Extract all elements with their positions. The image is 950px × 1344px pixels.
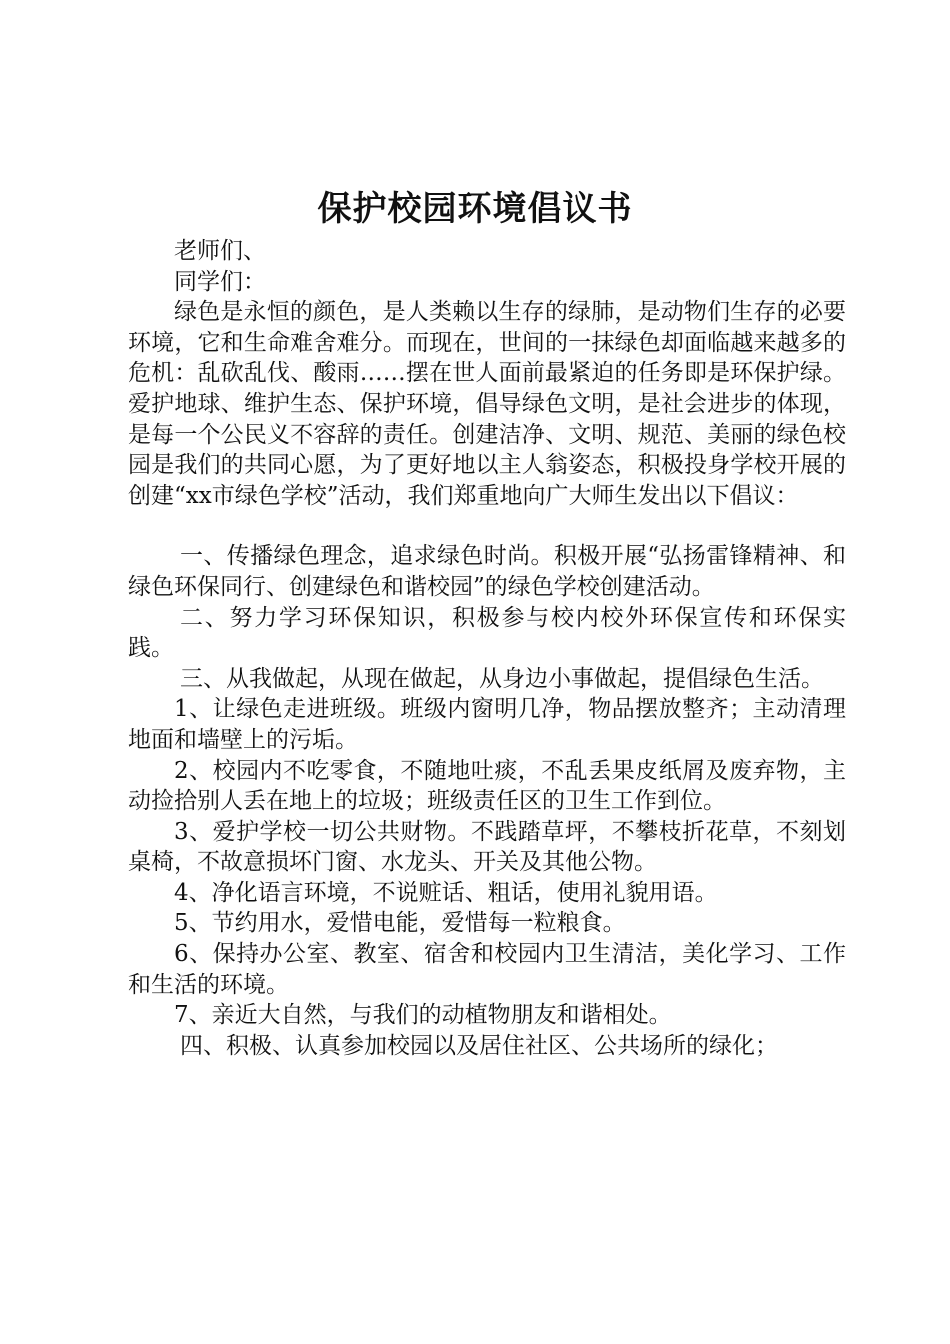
document-body: [128, 236, 846, 1061]
sub-item-3: 3、爱护学校一切公共财物。不践踏草坪，不攀枝折花草，不刻划桌椅，不故意损坏门窗、水龙头、开关及其他公物。: [128, 818, 846, 876]
sub-item-7: 7、亲近大自然，与我们的动植物朋友和谐相处。: [174, 1002, 672, 1029]
sub-item-5: 5、节约用水，爱惜电能，爱惜每一粒粮食。: [174, 910, 626, 937]
proposal-item-2: 二、努力学习环保知识，积极参与校内校外环保宣传和环保实践。: [128, 604, 846, 662]
paragraph-gap: [128, 511, 846, 541]
proposal-item-4: 四、积极、认真参加校园以及居住社区、公共场所的绿化；: [180, 1032, 778, 1059]
salutation-students: 同学们：: [174, 268, 266, 295]
intro-paragraph: 绿色是永恒的颜色，是人类赖以生存的绿肺，是动物们生存的必要环境，它和生命难舍难分。而现在，世间的一抹绿色却面临越来越多的危机：乱砍乱伐、酸雨……摆在世人面前最紧迫的任务即是环保护绿。爱护地球、维护生态、保护环境，倡导绿色文明，是社会进步的体现，是每一个公民义不容辞的责任。创建洁净、文明、规范、美丽的绿色校园是我们的共同心愿，为了更好地以主人翁姿态，积极投身学校开展的创建“xx市绿色学校”活动，我们郑重地向广大师生发出以下倡议：: [128, 299, 846, 509]
proposal-item-1: 一、传播绿色理念，追求绿色时尚。积极开展“弘扬雷锋精神、和绿色环保同行、创建绿色和谐校园”的绿色学校创建活动。: [128, 543, 846, 600]
sub-item-1: 1、让绿色走进班级。班级内窗明几净，物品摆放整齐；主动清理地面和墙壁上的污垢。: [128, 696, 846, 753]
document-title: 保护校园环境倡议书: [317, 189, 633, 229]
sub-item-6: 6、保持办公室、教室、宿舍和校园内卫生清洁，美化学习、工作和生活的环境。: [128, 941, 846, 998]
sub-item-4: 4、净化语言环境，不说赃话、粗话，使用礼貌用语。: [174, 879, 718, 906]
proposal-item-3: 三、从我做起，从现在做起，从身边小事做起，提倡绿色生活。: [180, 665, 824, 692]
salutation-teachers: 老师们、: [174, 238, 266, 264]
sub-item-2: 2、校园内不吃零食，不随地吐痰，不乱丢果皮纸屑及废弃物，主动捡拾别人丢在地上的垃圾；班级责任区的卫生工作到位。: [128, 757, 846, 815]
